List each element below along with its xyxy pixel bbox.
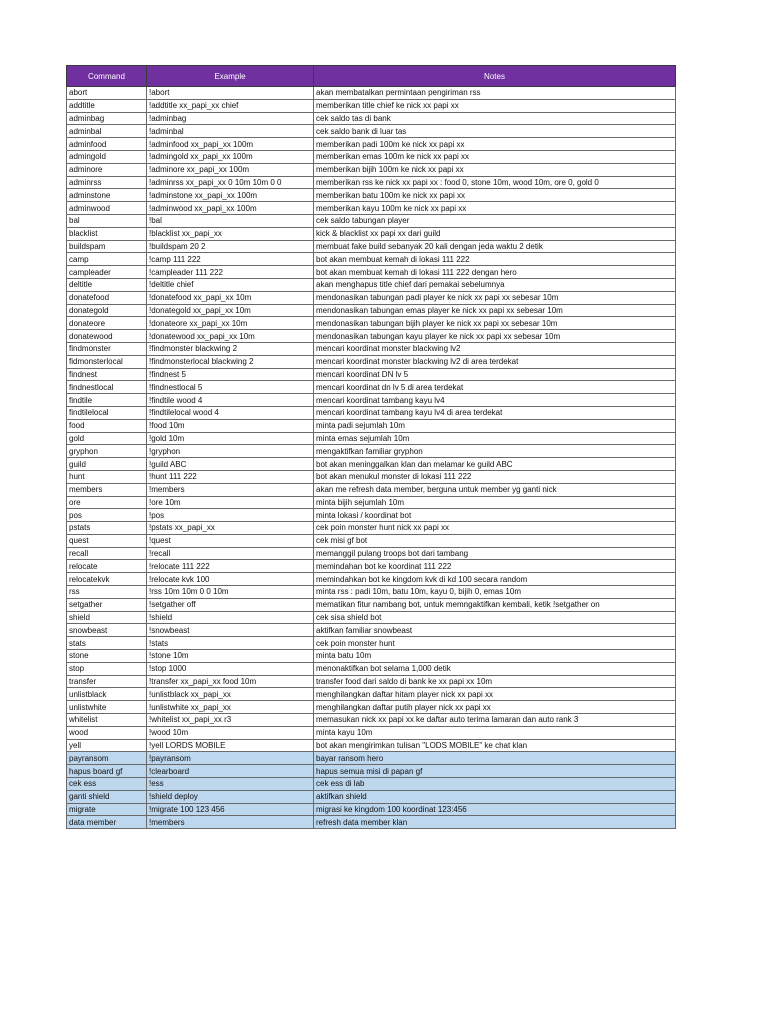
table-row <box>67 419 676 432</box>
cell-command: rss <box>67 586 147 599</box>
cell-example: !donategold xx_papi_xx 10m <box>147 304 314 317</box>
cell-command: guild <box>67 458 147 471</box>
table-row <box>67 214 676 227</box>
table-row <box>67 112 676 125</box>
cell-command: data member <box>67 816 147 829</box>
table-row <box>67 470 676 483</box>
cell-example: !addtitle xx_papi_xx chief <box>147 99 314 112</box>
cell-command: ore <box>67 496 147 509</box>
table-row <box>67 304 676 317</box>
cell-notes: aktifkan familiar snowbeast <box>314 624 676 637</box>
cell-notes: mendonasikan tabungan emas player ke nick xx papi xx sebesar 10m <box>314 304 676 317</box>
cell-command: adminrss <box>67 176 147 189</box>
cell-example: !bal <box>147 214 314 227</box>
cell-command: snowbeast <box>67 624 147 637</box>
table-row <box>67 432 676 445</box>
table-row <box>67 138 676 151</box>
cell-command: addtitle <box>67 99 147 112</box>
cell-example: !pos <box>147 509 314 522</box>
cell-command: adminwood <box>67 202 147 215</box>
table-row <box>67 714 676 727</box>
table-row <box>67 381 676 394</box>
cell-example: !relocate kvk 100 <box>147 573 314 586</box>
cell-example: !blacklist xx_papi_xx <box>147 227 314 240</box>
cell-example: !donatewood xx_papi_xx 10m <box>147 330 314 343</box>
cell-notes: memberikan batu 100m ke nick xx papi xx <box>314 189 676 202</box>
cell-notes: memberikan title chief ke nick xx papi xx <box>314 99 676 112</box>
cell-command: wood <box>67 726 147 739</box>
cell-notes: mendonasikan tabungan bijih player ke nick xx papi xx sebesar 10m <box>314 317 676 330</box>
cell-notes: cek saldo bank di luar tas <box>314 125 676 138</box>
cell-example: !donateore xx_papi_xx 10m <box>147 317 314 330</box>
cell-command: setgather <box>67 598 147 611</box>
cell-notes: bot akan meninggalkan klan dan melamar ke guild ABC <box>314 458 676 471</box>
table-row <box>67 291 676 304</box>
header-command: Command <box>67 66 147 87</box>
cell-notes: cek saldo tas di bank <box>314 112 676 125</box>
cell-command: findnest <box>67 368 147 381</box>
cell-command: gold <box>67 432 147 445</box>
table-row <box>67 624 676 637</box>
cell-notes: minta kayu 10m <box>314 726 676 739</box>
cell-notes: mengaktifkan familiar gryphon <box>314 445 676 458</box>
cell-command: findtilelocal <box>67 406 147 419</box>
command-table <box>66 65 676 829</box>
cell-example: !findtilelocal wood 4 <box>147 406 314 419</box>
cell-command: abort <box>67 87 147 100</box>
table-row <box>67 227 676 240</box>
table-row <box>67 598 676 611</box>
table-row <box>67 240 676 253</box>
cell-example: !unlistwhite xx_papi_xx <box>147 701 314 714</box>
table-row <box>67 278 676 291</box>
cell-example: !donatefood xx_papi_xx 10m <box>147 291 314 304</box>
cell-command: adminfood <box>67 138 147 151</box>
table-row <box>67 368 676 381</box>
cell-notes: minta rss : padi 10m, batu 10m, kayu 0, bijih 0, emas 10m <box>314 586 676 599</box>
cell-command: stats <box>67 637 147 650</box>
table-row <box>67 445 676 458</box>
cell-command: ganti shield <box>67 790 147 803</box>
cell-notes: bot akan mengirimkan tulisan "LODS MOBILE" ke chat klan <box>314 739 676 752</box>
table-row <box>67 534 676 547</box>
table-row <box>67 342 676 355</box>
table-row <box>67 163 676 176</box>
header-notes: Notes <box>314 66 676 87</box>
cell-example: !adminrss xx_papi_xx 0 10m 10m 0 0 <box>147 176 314 189</box>
cell-example: !clearboard <box>147 765 314 778</box>
cell-command: findmonster <box>67 342 147 355</box>
cell-command: adminore <box>67 163 147 176</box>
cell-notes: memberikan kayu 100m ke nick xx papi xx <box>314 202 676 215</box>
cell-example: !wood 10m <box>147 726 314 739</box>
table-row <box>67 662 676 675</box>
cell-command: cek ess <box>67 778 147 791</box>
table-row <box>67 688 676 701</box>
cell-notes: minta batu 10m <box>314 650 676 663</box>
cell-notes: menghilangkan daftar hitam player nick xx papi xx <box>314 688 676 701</box>
cell-notes: memberikan bijih 100m ke nick xx papi xx <box>314 163 676 176</box>
cell-notes: mendonasikan tabungan padi player ke nick xx papi xx sebesar 10m <box>314 291 676 304</box>
cell-notes: memberikan padi 100m ke nick xx papi xx <box>314 138 676 151</box>
cell-example: !members <box>147 816 314 829</box>
cell-example: !campleader 111 222 <box>147 266 314 279</box>
cell-example: !pstats xx_papi_xx <box>147 522 314 535</box>
cell-notes: mematikan fitur nambang bot, untuk memngaktifkan kembali, ketik !setgather on <box>314 598 676 611</box>
cell-command: donateore <box>67 317 147 330</box>
cell-example: !buildspam 20 2 <box>147 240 314 253</box>
cell-example: !relocate 111 222 <box>147 560 314 573</box>
cell-example: !adminfood xx_papi_xx 100m <box>147 138 314 151</box>
cell-command: donatewood <box>67 330 147 343</box>
cell-example: !adminbag <box>147 112 314 125</box>
cell-command: pos <box>67 509 147 522</box>
cell-notes: memindahan bot ke koordinat 111 222 <box>314 560 676 573</box>
cell-example: !migrate 100 123 456 <box>147 803 314 816</box>
table-row <box>67 765 676 778</box>
table-row <box>67 547 676 560</box>
cell-notes: mencari koordinat tambang kayu lv4 di area terdekat <box>314 406 676 419</box>
cell-example: !rss 10m 10m 0 0 10m <box>147 586 314 599</box>
table-row <box>67 586 676 599</box>
cell-example: !findmonsterlocal blackwing 2 <box>147 355 314 368</box>
cell-example: !stop 1000 <box>147 662 314 675</box>
cell-notes: cek poin monster hunt <box>314 637 676 650</box>
cell-notes: mendonasikan tabungan kayu player ke nick xx papi xx sebesar 10m <box>314 330 676 343</box>
table-row <box>67 99 676 112</box>
cell-notes: cek poin monster hunt nick xx papi xx <box>314 522 676 535</box>
cell-notes: mencari koordinat tambang kayu lv4 <box>314 394 676 407</box>
cell-example: !adminore xx_papi_xx 100m <box>147 163 314 176</box>
cell-example: !payransom <box>147 752 314 765</box>
table-row <box>67 406 676 419</box>
table-row <box>67 394 676 407</box>
table-row <box>67 726 676 739</box>
table-row <box>67 176 676 189</box>
cell-notes: membuat fake build sebanyak 20 kali dengan jeda waktu 2 detik <box>314 240 676 253</box>
cell-example: !transfer xx_papi_xx food 10m <box>147 675 314 688</box>
cell-notes: menonaktifkan bot selama 1,000 detik <box>314 662 676 675</box>
table-row <box>67 803 676 816</box>
cell-example: !adminbal <box>147 125 314 138</box>
cell-command: blacklist <box>67 227 147 240</box>
table-row <box>67 522 676 535</box>
table-row <box>67 509 676 522</box>
cell-notes: refresh data member klan <box>314 816 676 829</box>
cell-command: quest <box>67 534 147 547</box>
cell-example: !quest <box>147 534 314 547</box>
cell-command: stone <box>67 650 147 663</box>
table-row <box>67 675 676 688</box>
cell-command: campleader <box>67 266 147 279</box>
cell-example: !recall <box>147 547 314 560</box>
cell-command: members <box>67 483 147 496</box>
cell-command: food <box>67 419 147 432</box>
cell-command: relocatekvk <box>67 573 147 586</box>
cell-example: !adminwood xx_papi_xx 100m <box>147 202 314 215</box>
cell-example: !guild ABC <box>147 458 314 471</box>
table-row <box>67 253 676 266</box>
cell-command: adminstone <box>67 189 147 202</box>
table-row <box>67 611 676 624</box>
cell-notes: memanggil pulang troops bot dari tambang <box>314 547 676 560</box>
cell-example: !camp 111 222 <box>147 253 314 266</box>
table-row <box>67 637 676 650</box>
cell-notes: mencari koordinat DN lv 5 <box>314 368 676 381</box>
cell-example: !abort <box>147 87 314 100</box>
cell-example: !shield <box>147 611 314 624</box>
cell-command: payransom <box>67 752 147 765</box>
cell-command: yell <box>67 739 147 752</box>
cell-command: adminbag <box>67 112 147 125</box>
cell-notes: bot akan membuat kemah di lokasi 111 222 dengan hero <box>314 266 676 279</box>
cell-example: !shield deploy <box>147 790 314 803</box>
cell-notes: memberikan rss ke nick xx papi xx : food 0, stone 10m, wood 10m, ore 0, gold 0 <box>314 176 676 189</box>
cell-command: hapus board gf <box>67 765 147 778</box>
cell-example: !setgather off <box>147 598 314 611</box>
cell-example: !members <box>147 483 314 496</box>
cell-notes: mencari koordinat monster blackwing lv2 <box>314 342 676 355</box>
table-row <box>67 87 676 100</box>
cell-notes: memindahkan bot ke kingdom kvk di kd 100 secara random <box>314 573 676 586</box>
cell-example: !gryphon <box>147 445 314 458</box>
table-row <box>67 560 676 573</box>
table-row <box>67 150 676 163</box>
cell-command: unlistblack <box>67 688 147 701</box>
cell-command: buildspam <box>67 240 147 253</box>
cell-example: !findnest 5 <box>147 368 314 381</box>
table-row <box>67 752 676 765</box>
cell-example: !ess <box>147 778 314 791</box>
cell-command: recall <box>67 547 147 560</box>
table-row <box>67 458 676 471</box>
cell-example: !ore 10m <box>147 496 314 509</box>
cell-notes: memasukan nick xx papi xx ke daftar auto terima lamaran dan auto rank 3 <box>314 714 676 727</box>
table-row <box>67 317 676 330</box>
cell-example: !whitelist xx_papi_xx r3 <box>147 714 314 727</box>
cell-example: !unlistblack xx_papi_xx <box>147 688 314 701</box>
cell-command: donatefood <box>67 291 147 304</box>
cell-command: migrate <box>67 803 147 816</box>
cell-command: donategold <box>67 304 147 317</box>
table-row <box>67 202 676 215</box>
cell-command: adminbal <box>67 125 147 138</box>
header-example: Example <box>147 66 314 87</box>
table-row <box>67 816 676 829</box>
cell-notes: akan me refresh data member, berguna untuk member yg ganti nick <box>314 483 676 496</box>
table-row <box>67 189 676 202</box>
cell-command: relocate <box>67 560 147 573</box>
cell-example: !gold 10m <box>147 432 314 445</box>
cell-notes: transfer food dari saldo di bank ke xx papi xx 10m <box>314 675 676 688</box>
cell-notes: menghilangkan daftar putih player nick xx papi xx <box>314 701 676 714</box>
table-row <box>67 496 676 509</box>
cell-notes: minta bijih sejumlah 10m <box>314 496 676 509</box>
table-row <box>67 330 676 343</box>
cell-command: hunt <box>67 470 147 483</box>
table-row <box>67 778 676 791</box>
cell-command: whitelist <box>67 714 147 727</box>
table-row <box>67 650 676 663</box>
cell-command: transfer <box>67 675 147 688</box>
cell-notes: bayar ransom hero <box>314 752 676 765</box>
cell-notes: kick & blacklist xx papi xx dari guild <box>314 227 676 240</box>
table-row <box>67 483 676 496</box>
cell-command: fidmonsterlocal <box>67 355 147 368</box>
table-row <box>67 266 676 279</box>
cell-notes: minta emas sejumlah 10m <box>314 432 676 445</box>
cell-command: gryphon <box>67 445 147 458</box>
cell-notes: cek saldo tabungan player <box>314 214 676 227</box>
cell-command: findtile <box>67 394 147 407</box>
cell-notes: migrasi ke kingdom 100 koordinat 123:456 <box>314 803 676 816</box>
cell-notes: mencari koordinat monster blackwing lv2 di area terdekat <box>314 355 676 368</box>
cell-command: deltitle <box>67 278 147 291</box>
cell-example: !yell LORDS MOBILE <box>147 739 314 752</box>
cell-notes: aktifkan shield <box>314 790 676 803</box>
cell-notes: cek misi gf bot <box>314 534 676 547</box>
cell-example: !findtile wood 4 <box>147 394 314 407</box>
cell-notes: mencari koordinat dn lv 5 di area terdekat <box>314 381 676 394</box>
cell-example: !adminstone xx_papi_xx 100m <box>147 189 314 202</box>
cell-notes: akan membatalkan permintaan pengiriman rss <box>314 87 676 100</box>
cell-example: !food 10m <box>147 419 314 432</box>
header-row <box>67 66 676 87</box>
table-row <box>67 355 676 368</box>
cell-notes: minta lokasi / koordinat bot <box>314 509 676 522</box>
cell-command: admingold <box>67 150 147 163</box>
cell-notes: cek ess di lab <box>314 778 676 791</box>
cell-notes: memberikan emas 100m ke nick xx papi xx <box>314 150 676 163</box>
cell-notes: akan menghapus title chief dari pemakai sebelumnya <box>314 278 676 291</box>
cell-notes: hapus semua misi di papan gf <box>314 765 676 778</box>
cell-example: !snowbeast <box>147 624 314 637</box>
cell-example: !findmonster blackwing 2 <box>147 342 314 355</box>
cell-command: unlistwhite <box>67 701 147 714</box>
cell-example: !deltitle chief <box>147 278 314 291</box>
table-row <box>67 701 676 714</box>
cell-example: !stone 10m <box>147 650 314 663</box>
cell-command: stop <box>67 662 147 675</box>
table-row <box>67 573 676 586</box>
cell-command: shield <box>67 611 147 624</box>
table-row <box>67 739 676 752</box>
table-row <box>67 125 676 138</box>
cell-command: camp <box>67 253 147 266</box>
table-row <box>67 790 676 803</box>
cell-notes: minta padi sejumlah 10m <box>314 419 676 432</box>
cell-example: !hunt 111 222 <box>147 470 314 483</box>
cell-example: !findnestlocal 5 <box>147 381 314 394</box>
table-body <box>67 87 676 829</box>
cell-notes: bot akan menukul monster di lokasi 111 222 <box>314 470 676 483</box>
cell-notes: cek sisa shield bot <box>314 611 676 624</box>
cell-notes: bot akan membuat kemah di lokasi 111 222 <box>314 253 676 266</box>
cell-command: pstats <box>67 522 147 535</box>
cell-command: findnestlocal <box>67 381 147 394</box>
cell-example: !stats <box>147 637 314 650</box>
cell-example: !admingold xx_papi_xx 100m <box>147 150 314 163</box>
cell-command: bal <box>67 214 147 227</box>
